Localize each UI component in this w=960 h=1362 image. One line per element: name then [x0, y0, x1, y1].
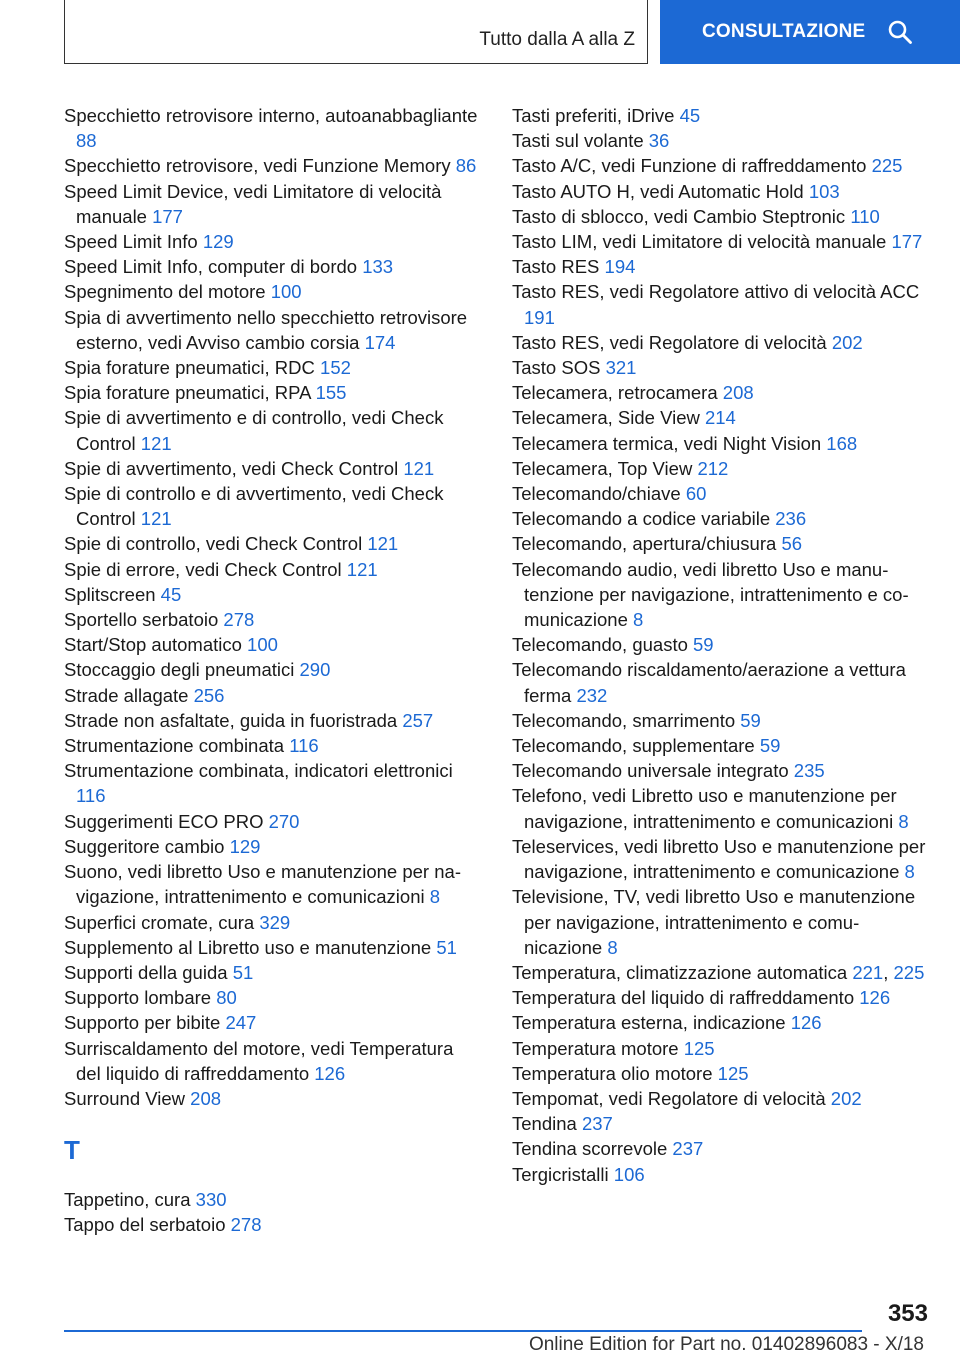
page-reference-link[interactable]: 121	[140, 432, 172, 454]
page-reference-link[interactable]: 232	[576, 684, 608, 706]
page-reference-link[interactable]: 290	[299, 659, 331, 681]
page-reference-link[interactable]: 8	[898, 810, 909, 832]
entry-label: Telecomando audio, vedi libretto Uso e manutenzione per navigazione, intrattenimento e comunicazione	[512, 558, 909, 631]
page-reference-link[interactable]: 225	[871, 155, 903, 177]
index-entry	[512, 405, 928, 430]
page-reference-link[interactable]: 106	[613, 1163, 645, 1185]
entry-label: Speed Limit Info, computer di bordo	[64, 256, 363, 278]
index-entry	[64, 1187, 480, 1212]
entry-label: Tendina scorrevole	[512, 1138, 673, 1160]
page-reference-link[interactable]: 121	[140, 508, 172, 530]
page-reference-link[interactable]: 51	[232, 961, 254, 983]
page-reference-link[interactable]: 256	[193, 684, 225, 706]
entry-label: Telecomando, apertura/chiusura	[512, 533, 782, 555]
page-reference-link[interactable]: 194	[604, 256, 636, 278]
page-reference-link[interactable]: 45	[679, 105, 701, 126]
entry-label: Spie di avvertimento e di controllo, vedi Check Control	[64, 407, 444, 454]
page-reference-link[interactable]: 237	[581, 1113, 613, 1135]
entry-label: Televisione, TV, vedi libretto Uso e manutenzione per navigazione, intrattenimento e comunicazione	[512, 886, 916, 958]
entry-label: Tasto AUTO H, vedi Automatic Hold	[512, 180, 809, 202]
page-reference-link[interactable]: 168	[826, 432, 858, 454]
index-entry	[64, 582, 480, 607]
page-reference-link[interactable]: 321	[605, 357, 637, 379]
index-entry	[512, 506, 928, 531]
page-reference-link[interactable]: 212	[697, 457, 729, 479]
page-reference-link[interactable]: 126	[790, 1012, 822, 1034]
entry-label: Spie di controllo e di avvertimento, vedi Check Control	[64, 483, 444, 530]
index-entry	[512, 103, 928, 128]
page-reference-link[interactable]: 60	[685, 483, 707, 505]
index-entry: Temperatura, climatizzazione automatica 221, 225	[512, 961, 925, 983]
entry-label: Temperatura, climatizzazione automatica	[512, 961, 853, 983]
index-entry	[64, 683, 480, 708]
index-entry	[64, 1086, 480, 1111]
entry-label: Spie di errore, vedi Check Control	[64, 558, 347, 580]
page-reference-link[interactable]: 59	[759, 735, 781, 757]
entry-label: Tasto RES, vedi Regolatore di velocità	[512, 331, 832, 353]
page-reference-link[interactable]: 208	[722, 382, 754, 404]
entry-label: Temperatura olio motore	[512, 1062, 718, 1084]
page-reference-link[interactable]: 126	[859, 987, 891, 1009]
index-entry	[64, 380, 480, 405]
page-reference-link[interactable]: 125	[683, 1037, 715, 1059]
index-column-right	[512, 103, 928, 1187]
page-reference-link[interactable]: 202	[830, 1087, 862, 1109]
page-reference-link[interactable]: 56	[781, 533, 803, 555]
page-reference-link[interactable]: 116	[76, 785, 106, 807]
page-reference-link[interactable]: 225	[893, 961, 925, 983]
entry-label: Spegnimento del motore	[64, 281, 271, 303]
entry-label: Tasto SOS	[512, 357, 606, 379]
index-column-left	[64, 103, 480, 1238]
page-reference-link[interactable]: 270	[268, 810, 300, 832]
index-entry	[64, 481, 480, 531]
entry-label: Temperatura motore	[512, 1037, 684, 1059]
index-entry	[64, 733, 480, 758]
entry-label: Supporto lombare	[64, 987, 217, 1009]
page-reference-link[interactable]: 45	[160, 583, 182, 605]
index-entry	[64, 229, 480, 254]
entry-label: Telecamera, Top View	[512, 457, 698, 479]
entry-label: Superfici cromate, cura	[64, 911, 260, 933]
page-reference-link[interactable]: 100	[247, 634, 278, 656]
index-entry	[64, 910, 480, 935]
entry-label: Telecomando, guasto	[512, 634, 694, 656]
page-reference-link[interactable]: 278	[223, 609, 255, 631]
entry-label: Surriscaldamento del motore, vedi Temperatura del liquido di raffreddamento	[64, 1037, 454, 1084]
index-entry	[64, 153, 480, 178]
entry-label: Telecomando universale integrato	[512, 760, 794, 782]
entry-label: Tasto RES, vedi Regolatore attivo di velocità ACC	[512, 281, 920, 303]
entry-label: Telecamera, retrocamera	[512, 382, 723, 404]
index-entry	[512, 355, 928, 380]
index-entry	[512, 153, 928, 178]
page-reference-link[interactable]: 59	[740, 709, 761, 731]
entry-label: Telecomando a codice variabile	[512, 508, 776, 530]
entry-label: Tappetino, cura	[64, 1189, 196, 1211]
entry-label: Telecamera termica, vedi Night Vision	[512, 432, 827, 454]
index-entry	[64, 607, 480, 632]
search-icon	[887, 19, 913, 45]
page-reference-link[interactable]: 278	[230, 1214, 262, 1236]
index-entry	[512, 1010, 928, 1035]
page-reference-link[interactable]: 125	[717, 1062, 749, 1084]
entry-label: Suggerimenti ECO PRO	[64, 810, 269, 832]
page-reference-link[interactable]: 103	[808, 180, 840, 202]
index-entry	[512, 204, 928, 229]
entry-label: Teleservices, vedi libretto Uso e manutenzione per navigazione, intrattenimento e comunicazione	[512, 835, 926, 883]
page-reference-link[interactable]: 51	[436, 936, 457, 958]
entry-label: Speed Limit Device, vedi Limitatore di velocità manuale	[64, 180, 442, 227]
page-reference-link[interactable]: 237	[672, 1138, 704, 1160]
page-reference-link[interactable]: 126	[314, 1062, 346, 1084]
index-entry	[64, 632, 480, 657]
page-reference-link[interactable]: 8	[633, 609, 644, 631]
index-entry	[512, 1111, 928, 1136]
page-reference-link[interactable]: 86	[455, 155, 477, 177]
entry-label: Supporti della guida	[64, 961, 233, 983]
index-entry	[64, 758, 480, 808]
entry-label: Tasto RES	[512, 256, 605, 278]
entry-label: Start/Stop automatico	[64, 634, 248, 656]
index-entry	[512, 254, 928, 279]
entry-label: Sportello serbatoio	[64, 609, 224, 631]
page-reference-link[interactable]: 116	[289, 735, 319, 757]
index-entry	[64, 1010, 480, 1035]
entry-label: Strade allagate	[64, 684, 194, 706]
index-entry	[64, 834, 480, 859]
index-entry	[512, 783, 928, 833]
page-reference-link[interactable]: 329	[259, 911, 291, 933]
entry-label: Tendina	[512, 1113, 582, 1135]
index-entry	[64, 305, 480, 355]
index-entry	[512, 179, 928, 204]
entry-label: Temperatura esterna, indicazione	[512, 1012, 791, 1034]
entry-label: Speed Limit Info	[64, 231, 203, 253]
page-reference-link[interactable]: 155	[315, 382, 347, 404]
entry-label: Telecomando, smarrimento	[512, 709, 741, 731]
index-entry	[64, 103, 480, 153]
index-entry	[512, 229, 928, 254]
entry-label: Tempomat, vedi Regolatore di velocità	[512, 1087, 831, 1109]
index-entry	[512, 632, 928, 657]
page-reference-link[interactable]: 129	[229, 835, 261, 857]
index-entry	[512, 330, 928, 355]
index-entry	[512, 531, 928, 556]
index-entry	[512, 758, 928, 783]
entry-label: Tasto LIM, vedi Limitatore di velocità manuale	[512, 231, 892, 253]
index-entry	[512, 1061, 928, 1086]
page-reference-link[interactable]: 36	[648, 130, 670, 152]
entry-label: Spie di avvertimento, vedi Check Control	[64, 457, 404, 479]
footer-divider	[64, 1330, 862, 1332]
page-reference-link[interactable]: 8	[429, 886, 441, 908]
page-reference-link[interactable]: 214	[704, 407, 736, 429]
entries-t-continued	[512, 103, 928, 1187]
entry-label: Spia di avvertimento nello specchietto retrovisore esterno, vedi Avviso cambio corsia	[64, 306, 468, 353]
entry-label: Strumentazione combinata, indicatori elettronici	[64, 760, 453, 782]
entry-label: Surround View	[64, 1087, 191, 1109]
page-reference-link[interactable]: 221	[852, 961, 884, 983]
index-entry	[64, 279, 480, 304]
index-entry	[512, 456, 928, 481]
page-reference-link[interactable]: 8	[904, 861, 915, 883]
page-reference-link[interactable]: 247	[225, 1012, 257, 1034]
index-entry	[64, 179, 480, 229]
page-reference-link[interactable]: 121	[403, 457, 435, 479]
page-reference-link[interactable]: 191	[524, 306, 555, 328]
entry-label: Telecamera, Side View	[512, 407, 705, 429]
entry-label: Telecomando/chiave	[512, 483, 686, 505]
index-entry	[512, 380, 928, 405]
index-entry	[64, 809, 480, 834]
entry-label: Strumentazione combinata	[64, 735, 290, 757]
page-reference-link[interactable]: 177	[891, 231, 923, 253]
index-entry	[512, 657, 928, 707]
index-entry	[64, 405, 480, 455]
page-reference-link[interactable]: 257	[402, 709, 434, 731]
index-entry	[64, 859, 480, 909]
entry-label: Specchietto retrovisore interno, autoanabbagliante	[64, 105, 478, 126]
entry-label: Tergicristalli	[512, 1163, 614, 1185]
index-entry	[64, 557, 480, 582]
page-reference-link[interactable]: 236	[775, 508, 807, 530]
page-reference-link[interactable]: 208	[190, 1087, 222, 1109]
page-reference-link[interactable]: 110	[850, 205, 880, 227]
index-entry	[64, 254, 480, 279]
entry-label: Stoccaggio degli pneumatici	[64, 659, 300, 681]
page-reference-link[interactable]: 133	[362, 256, 394, 278]
entry-label: Specchietto retrovisore, vedi Funzione Memory	[64, 155, 456, 177]
entry-label: Tappo del serbatoio	[64, 1214, 231, 1236]
index-entry	[64, 531, 480, 556]
entry-label: Spie di controllo, vedi Check Control	[64, 533, 368, 555]
consultazione-tab[interactable]	[660, 0, 960, 64]
page-number: 353	[887, 1300, 928, 1327]
entries-t	[64, 1187, 480, 1237]
entry-label: Spia forature pneumatici, RPA	[64, 382, 316, 404]
tab-label: CONSULTAZIONE	[702, 21, 866, 42]
entry-label: Tasto A/C, vedi Funzione di raffreddamento	[512, 155, 872, 177]
index-entry	[64, 1212, 480, 1237]
page-reference-link[interactable]: 121	[367, 533, 399, 555]
entry-label: Strade non asfaltate, guida in fuoristrada	[64, 709, 403, 731]
index-entry	[64, 1036, 480, 1086]
index-entry	[64, 708, 480, 733]
index-entry	[512, 431, 928, 456]
index-entry	[512, 279, 928, 329]
entry-label: Tasti preferiti, iDrive	[512, 105, 680, 126]
index-entry	[512, 1162, 928, 1187]
entry-label: Supplemento al Libretto uso e manutenzione	[64, 936, 437, 958]
page-reference-link[interactable]: 80	[216, 987, 237, 1009]
page-reference-link[interactable]: 129	[202, 231, 234, 253]
page-reference-link[interactable]: 152	[320, 357, 351, 379]
entries-s	[64, 103, 480, 1111]
entry-label: Supporto per bibite	[64, 1012, 226, 1034]
header-frame	[64, 0, 648, 64]
page-reference-link[interactable]: 235	[793, 760, 825, 782]
section-title: Tutto dalla A alla Z	[479, 29, 635, 50]
page-reference-link[interactable]: 8	[607, 936, 618, 958]
page-reference-link[interactable]: 121	[346, 558, 378, 580]
edition-footer: Online Edition for Part no. 01402896083 - X/18	[528, 1334, 924, 1355]
page-reference-link[interactable]: 202	[831, 331, 863, 353]
entry-label: Telefono, vedi Libretto uso e manutenzione per navigazione, intrattenimento e comunicazioni	[512, 785, 899, 832]
index-entry	[512, 884, 928, 960]
index-entry	[512, 733, 928, 758]
index-entry	[512, 1036, 928, 1061]
page-reference-link[interactable]: 88	[76, 130, 97, 152]
page-reference-link[interactable]: 100	[270, 281, 302, 303]
entry-label: Spia forature pneumatici, RDC	[64, 357, 321, 379]
index-entry	[64, 960, 480, 985]
index-entry	[64, 355, 480, 380]
entry-label: Splitscreen	[64, 583, 161, 605]
index-entry	[512, 557, 928, 633]
index-entry	[512, 708, 928, 733]
section-letter: T	[64, 1135, 80, 1166]
page-reference-link[interactable]: 174	[364, 331, 396, 353]
entry-label: Telecomando, supplementare	[512, 735, 760, 757]
entry-label: Telecomando riscaldamento/aerazione a vettura ferma	[512, 659, 906, 706]
index-entry	[512, 128, 928, 153]
index-entry	[512, 985, 928, 1010]
index-entry	[64, 935, 480, 960]
index-entry	[64, 657, 480, 682]
index-entry	[512, 834, 928, 884]
index-entry	[64, 985, 480, 1010]
entry-label: Suggeritore cambio	[64, 835, 230, 857]
entry-label: Tasto di sblocco, vedi Cambio Steptronic	[512, 205, 851, 227]
page-reference-link[interactable]: 330	[195, 1189, 227, 1211]
index-entry	[512, 481, 928, 506]
index-entry	[64, 456, 480, 481]
page-reference-link[interactable]: 59	[693, 634, 714, 656]
page-reference-link[interactable]: 177	[152, 205, 183, 227]
entry-label: Suono, vedi libretto Uso e manutenzione per navigazione, intrattenimento e comunicazioni	[64, 861, 461, 908]
entry-label: Tasti sul volante	[512, 130, 649, 152]
index-entry	[512, 1136, 928, 1161]
entry-label: Temperatura del liquido di raffreddamento	[512, 987, 860, 1009]
index-entry	[512, 1086, 928, 1111]
